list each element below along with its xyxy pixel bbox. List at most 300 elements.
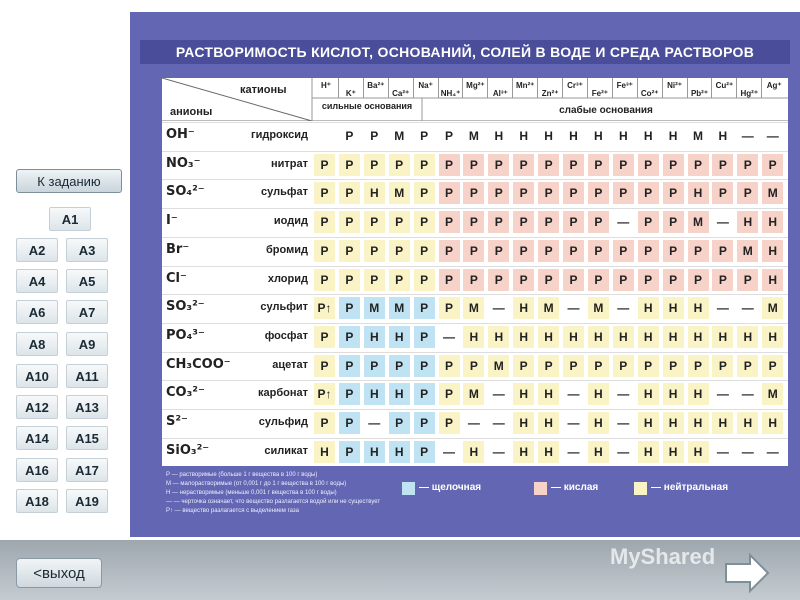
solubility-cell: Р: [439, 211, 460, 233]
solubility-cell: Р: [439, 182, 460, 204]
solubility-cell: Н: [638, 441, 659, 463]
legend-note: Р — растворимые (больше 1 г вещества в 100 г воды): [166, 472, 318, 478]
solubility-cell: Р: [613, 182, 634, 204]
solubility-cell: Р: [339, 269, 360, 291]
solubility-cell: Р: [414, 125, 435, 147]
solubility-cell: Р: [463, 355, 484, 377]
cation-header: Pb²⁺: [690, 89, 709, 98]
solubility-cell: —: [463, 412, 484, 434]
solubility-cell: Н: [389, 326, 410, 348]
solubility-cell: Р: [613, 154, 634, 176]
cation-header: K⁺: [345, 89, 356, 98]
header-separator: [736, 78, 737, 98]
table-row: [162, 122, 788, 149]
anion-name: нитрат: [270, 157, 308, 170]
solubility-cell: Р: [663, 154, 684, 176]
solubility-cell: Р: [314, 269, 335, 291]
solubility-cell: Н: [389, 383, 410, 405]
solubility-cell: Р: [663, 211, 684, 233]
solubility-cell: Р: [712, 269, 733, 291]
solubility-cell: Р: [762, 154, 783, 176]
solubility-cell: Н: [613, 326, 634, 348]
solubility-cell: [314, 125, 335, 147]
solubility-cell: Р: [663, 240, 684, 262]
solubility-cell: —: [712, 211, 733, 233]
solubility-cell: —: [613, 211, 634, 233]
anion-name: гидроксид: [251, 129, 308, 141]
solubility-cell: —: [737, 383, 758, 405]
solubility-cell: Р: [414, 297, 435, 319]
solubility-cell: Н: [588, 412, 609, 434]
solubility-cell: —: [563, 383, 584, 405]
solubility-cell: Р: [439, 125, 460, 147]
solubility-cell: Н: [663, 441, 684, 463]
header-separator: [537, 78, 538, 98]
solubility-cell: М: [463, 297, 484, 319]
solubility-cell: Н: [663, 412, 684, 434]
task-button-10[interactable]: А10: [16, 364, 58, 388]
solubility-cell: Н: [762, 269, 783, 291]
solubility-cell: Р: [463, 182, 484, 204]
header-cations: катионы: [240, 84, 287, 96]
solubility-cell: Н: [638, 125, 659, 147]
solubility-cell: Н: [563, 125, 584, 147]
cation-header: H⁺: [321, 81, 331, 90]
cation-header: Hg²⁺: [740, 89, 759, 98]
header-separator: [711, 78, 712, 98]
solubility-cell: Н: [613, 125, 634, 147]
solubility-cell: Н: [688, 412, 709, 434]
solubility-cell: Р: [538, 182, 559, 204]
solubility-cell: Р: [414, 182, 435, 204]
solubility-cell: М: [488, 355, 509, 377]
task-button-1[interactable]: А1: [49, 207, 91, 231]
solubility-cell: —: [364, 412, 385, 434]
task-button-9[interactable]: А9: [66, 332, 108, 356]
task-button-4[interactable]: А4: [16, 269, 58, 293]
solubility-cell: —: [737, 441, 758, 463]
solubility-cell: Н: [364, 441, 385, 463]
solubility-cell: Р: [339, 441, 360, 463]
solubility-cell: Н: [488, 125, 509, 147]
solubility-cell: Р: [414, 412, 435, 434]
solubility-cell: Р: [513, 269, 534, 291]
solubility-cell: Р↑: [314, 383, 335, 405]
solubility-cell: Р: [538, 269, 559, 291]
solubility-cell: Р: [439, 154, 460, 176]
solubility-cell: Р: [588, 154, 609, 176]
solubility-cell: Р: [339, 297, 360, 319]
solubility-cell: Р: [513, 211, 534, 233]
solubility-cell: Н: [588, 441, 609, 463]
task-button-2[interactable]: А2: [16, 238, 58, 262]
solubility-cell: М: [762, 297, 783, 319]
task-button-8[interactable]: А8: [16, 332, 58, 356]
solubility-cell: Р: [364, 125, 385, 147]
solubility-cell: Н: [463, 326, 484, 348]
solubility-cell: Р: [463, 269, 484, 291]
legend-alkaline-swatch: [402, 482, 415, 495]
left-panel: [0, 0, 130, 540]
solubility-cell: Н: [588, 125, 609, 147]
header-anions: анионы: [170, 106, 213, 118]
solubility-cell: —: [762, 125, 783, 147]
task-button-5[interactable]: А5: [66, 269, 108, 293]
solubility-cell: М: [463, 383, 484, 405]
solubility-cell: Р: [712, 154, 733, 176]
solubility-cell: Р: [688, 355, 709, 377]
cation-header: Ni²⁺: [667, 81, 683, 90]
task-button-6[interactable]: А6: [16, 300, 58, 324]
table-row: [162, 380, 788, 407]
header-separator: [388, 78, 389, 98]
anion-name: фосфат: [264, 329, 308, 342]
solubility-cell: Р: [314, 326, 335, 348]
solubility-cell: Р: [488, 182, 509, 204]
solubility-cell: Р: [414, 326, 435, 348]
anion-formula: NO₃⁻: [166, 155, 201, 171]
solubility-cell: Р: [488, 211, 509, 233]
table-row: [162, 409, 788, 436]
solubility-cell: М: [737, 240, 758, 262]
solubility-cell: Р: [414, 269, 435, 291]
cation-header: Ca²⁺: [392, 89, 410, 98]
solubility-cell: Р: [414, 383, 435, 405]
solubility-cell: Р: [414, 211, 435, 233]
task-button-11[interactable]: А11: [66, 364, 108, 388]
header-separator: [487, 78, 488, 98]
table-row: [162, 266, 788, 293]
cation-header: Ba²⁺: [367, 81, 385, 90]
solubility-cell: Р: [339, 326, 360, 348]
solubility-cell: Р: [563, 182, 584, 204]
solubility-cell: —: [613, 383, 634, 405]
legend-alkaline-label: — щелочная: [419, 482, 482, 493]
solubility-cell: Н: [638, 297, 659, 319]
header-separator: [438, 78, 439, 98]
solubility-cell: Р: [563, 154, 584, 176]
solubility-cell: Н: [688, 297, 709, 319]
solubility-poster: [130, 12, 800, 537]
solubility-cell: Р: [588, 182, 609, 204]
solubility-cell: Р: [364, 211, 385, 233]
solubility-cell: Н: [513, 326, 534, 348]
solubility-cell: Р: [737, 182, 758, 204]
solubility-cell: Н: [538, 125, 559, 147]
solubility-cell: Р: [588, 211, 609, 233]
solubility-cell: Р: [638, 355, 659, 377]
solubility-cell: Р: [513, 355, 534, 377]
cation-header: Zn²⁺: [541, 89, 559, 98]
task-button-7[interactable]: А7: [66, 300, 108, 324]
task-button-19[interactable]: А19: [66, 489, 108, 513]
solubility-cell: Р: [688, 269, 709, 291]
header-separator: [562, 78, 563, 98]
header-separator: [687, 78, 688, 98]
solubility-cell: —: [712, 383, 733, 405]
solubility-cell: Р: [488, 269, 509, 291]
solubility-cell: Н: [513, 125, 534, 147]
solubility-cell: Н: [638, 412, 659, 434]
anion-formula: OH⁻: [166, 127, 195, 142]
solubility-cell: Р: [463, 240, 484, 262]
solubility-cell: М: [762, 383, 783, 405]
legend-area: [162, 470, 788, 526]
solubility-cell: Р: [563, 211, 584, 233]
to-task-button[interactable]: К заданию: [16, 169, 122, 193]
anion-name: хлорид: [267, 272, 308, 285]
solubility-cell: Н: [364, 182, 385, 204]
anion-formula: PO₄³⁻: [166, 327, 205, 343]
solubility-cell: М: [538, 297, 559, 319]
solubility-cell: Р: [314, 412, 335, 434]
solubility-cell: Р: [712, 182, 733, 204]
task-button-16[interactable]: А16: [16, 458, 58, 482]
solubility-cell: Н: [638, 383, 659, 405]
solubility-cell: Р: [439, 412, 460, 434]
solubility-cell: Р: [563, 240, 584, 262]
solubility-cell: Р: [339, 412, 360, 434]
table-row: [162, 294, 788, 321]
solubility-cell: Н: [463, 441, 484, 463]
solubility-cell: Р: [538, 240, 559, 262]
header-strong-bases: сильные основания: [321, 101, 413, 111]
solubility-cell: Р: [339, 383, 360, 405]
solubility-cell: Н: [513, 297, 534, 319]
solubility-cell: Р: [439, 240, 460, 262]
solubility-cell: Р: [364, 269, 385, 291]
solubility-cell: Н: [663, 125, 684, 147]
solubility-cell: М: [463, 125, 484, 147]
anion-formula: SO₄²⁻: [166, 184, 205, 200]
solubility-cell: Р: [712, 355, 733, 377]
solubility-cell: Р: [389, 269, 410, 291]
solubility-cell: Н: [538, 412, 559, 434]
solubility-cell: Н: [762, 211, 783, 233]
solubility-cell: Р: [488, 240, 509, 262]
solubility-cell: Р: [588, 269, 609, 291]
solubility-cell: Р: [737, 154, 758, 176]
solubility-cell: Р: [463, 154, 484, 176]
solubility-cell: —: [563, 297, 584, 319]
anion-formula: Cl⁻: [166, 270, 187, 286]
solubility-cell: —: [737, 125, 758, 147]
solubility-cell: Н: [513, 383, 534, 405]
cation-header: NH₄⁺: [440, 89, 461, 98]
legend-acidic-swatch: [534, 482, 547, 495]
solubility-cell: Р: [389, 211, 410, 233]
anion-name: силикат: [264, 444, 308, 457]
solubility-cell: Н: [638, 326, 659, 348]
solubility-cell: —: [613, 412, 634, 434]
next-arrow-icon[interactable]: [722, 552, 772, 594]
solubility-cell: Р: [439, 269, 460, 291]
anion-formula: I⁻: [166, 213, 178, 229]
solubility-cell: —: [563, 441, 584, 463]
solubility-cell: Р: [389, 412, 410, 434]
solubility-cell: Н: [563, 326, 584, 348]
solubility-cell: Р: [563, 269, 584, 291]
solubility-cell: Р: [414, 355, 435, 377]
solubility-cell: —: [439, 326, 460, 348]
solubility-cell: Н: [712, 412, 733, 434]
watermark-text: MyShared: [610, 544, 716, 569]
header-separator: [512, 78, 513, 98]
anion-name: сульфит: [260, 301, 308, 314]
task-button-18[interactable]: А18: [16, 489, 58, 513]
solubility-cell: Р: [638, 269, 659, 291]
solubility-cell: Н: [663, 326, 684, 348]
cation-header: Fe²⁺: [591, 89, 608, 98]
solubility-cell: Р: [588, 355, 609, 377]
solubility-table: [162, 78, 788, 466]
task-button-17[interactable]: А17: [66, 458, 108, 482]
solubility-cell: —: [613, 297, 634, 319]
task-button-14[interactable]: А14: [16, 426, 58, 450]
task-button-15[interactable]: А15: [66, 426, 108, 450]
solubility-cell: М: [762, 182, 783, 204]
solubility-cell: —: [762, 441, 783, 463]
solubility-cell: Н: [688, 182, 709, 204]
solubility-cell: Р: [439, 355, 460, 377]
exit-button[interactable]: <выход: [16, 558, 102, 588]
solubility-cell: Р: [389, 154, 410, 176]
solubility-cell: —: [488, 383, 509, 405]
solubility-cell: Н: [762, 326, 783, 348]
solubility-cell: Р: [364, 154, 385, 176]
solubility-cell: Р: [688, 240, 709, 262]
solubility-cell: Н: [538, 326, 559, 348]
solubility-cell: Н: [513, 441, 534, 463]
solubility-cell: Р: [389, 240, 410, 262]
anion-name: иодид: [273, 215, 308, 228]
solubility-cell: М: [389, 297, 410, 319]
solubility-cell: Р: [688, 154, 709, 176]
solubility-cell: Р: [414, 154, 435, 176]
solubility-cell: Р: [613, 355, 634, 377]
solubility-cell: —: [488, 441, 509, 463]
solubility-cell: Н: [762, 240, 783, 262]
solubility-cell: Н: [688, 441, 709, 463]
solubility-cell: Н: [712, 326, 733, 348]
anion-formula: CO₃²⁻: [166, 385, 205, 401]
solubility-cell: Р: [538, 211, 559, 233]
solubility-cell: Р: [613, 269, 634, 291]
solubility-cell: Р: [712, 240, 733, 262]
solubility-cell: Н: [663, 297, 684, 319]
solubility-cell: Н: [737, 326, 758, 348]
cation-header: Mn²⁺: [515, 81, 535, 90]
solubility-cell: —: [737, 297, 758, 319]
solubility-cell: Р: [638, 182, 659, 204]
task-button-13[interactable]: А13: [66, 395, 108, 419]
cation-header: Al³⁺: [492, 89, 508, 98]
solubility-cell: Р: [737, 269, 758, 291]
cation-header: Na⁺: [418, 81, 433, 90]
table-row: [162, 323, 788, 350]
solubility-cell: Н: [712, 125, 733, 147]
anion-name: сульфид: [258, 416, 308, 428]
solubility-cell: Н: [538, 441, 559, 463]
solubility-cell: Р: [588, 240, 609, 262]
table-row: [162, 179, 788, 206]
anion-formula: S²⁻: [166, 414, 188, 429]
solubility-cell: Р: [389, 355, 410, 377]
legend-note: Н — нерастворимые (меньше 0,001 г вещества в 100 г воды): [166, 490, 337, 496]
solubility-cell: Н: [688, 383, 709, 405]
solubility-cell: Р: [638, 240, 659, 262]
solubility-cell: Р: [663, 269, 684, 291]
cation-header: Mg²⁺: [466, 81, 485, 90]
solubility-cell: Н: [762, 412, 783, 434]
cation-header: Co²⁺: [640, 89, 659, 98]
table-row: [162, 438, 788, 465]
solubility-cell: М: [688, 211, 709, 233]
solubility-cell: Н: [538, 383, 559, 405]
solubility-cell: Н: [513, 412, 534, 434]
solubility-cell: Р: [663, 355, 684, 377]
table-row: [162, 208, 788, 235]
solubility-cell: Р: [314, 240, 335, 262]
anion-formula: CH₃COO⁻: [166, 356, 231, 372]
task-button-12[interactable]: А12: [16, 395, 58, 419]
task-button-3[interactable]: А3: [66, 238, 108, 262]
solubility-cell: Р: [314, 182, 335, 204]
solubility-cell: Р: [364, 240, 385, 262]
solubility-cell: Н: [688, 326, 709, 348]
solubility-cell: Р↑: [314, 297, 335, 319]
header-separator: [637, 78, 638, 98]
solubility-cell: —: [488, 412, 509, 434]
header-weak-bases: слабые основания: [559, 105, 653, 116]
solubility-cell: Р: [737, 355, 758, 377]
solubility-cell: М: [389, 182, 410, 204]
anion-name: карбонат: [257, 387, 308, 400]
table-row: [162, 151, 788, 178]
solubility-cell: Р: [339, 182, 360, 204]
solubility-cell: Р: [339, 355, 360, 377]
solubility-cell: Р: [414, 240, 435, 262]
solubility-cell: М: [389, 125, 410, 147]
header-separator: [612, 78, 613, 98]
solubility-cell: —: [563, 412, 584, 434]
solubility-cell: —: [712, 297, 733, 319]
solubility-cell: Р: [439, 383, 460, 405]
solubility-cell: Р: [638, 211, 659, 233]
solubility-cell: Р: [414, 441, 435, 463]
solubility-cell: Н: [314, 441, 335, 463]
solubility-cell: —: [439, 441, 460, 463]
solubility-cell: Р: [364, 355, 385, 377]
solubility-cell: Н: [389, 441, 410, 463]
header-separator: [587, 78, 588, 98]
header-separator: [413, 78, 414, 98]
anion-name: бромид: [266, 243, 308, 256]
table-row: [162, 352, 788, 379]
solubility-cell: Р: [488, 154, 509, 176]
solubility-cell: Н: [588, 326, 609, 348]
solubility-cell: Р: [314, 211, 335, 233]
solubility-cell: —: [712, 441, 733, 463]
solubility-cell: Р: [613, 240, 634, 262]
solubility-cell: Р: [339, 154, 360, 176]
solubility-cell: Р: [538, 154, 559, 176]
anion-formula: Br⁻: [166, 241, 190, 257]
solubility-cell: Н: [737, 211, 758, 233]
solubility-cell: Р: [439, 297, 460, 319]
solubility-cell: Р: [663, 182, 684, 204]
solubility-cell: Р: [314, 154, 335, 176]
